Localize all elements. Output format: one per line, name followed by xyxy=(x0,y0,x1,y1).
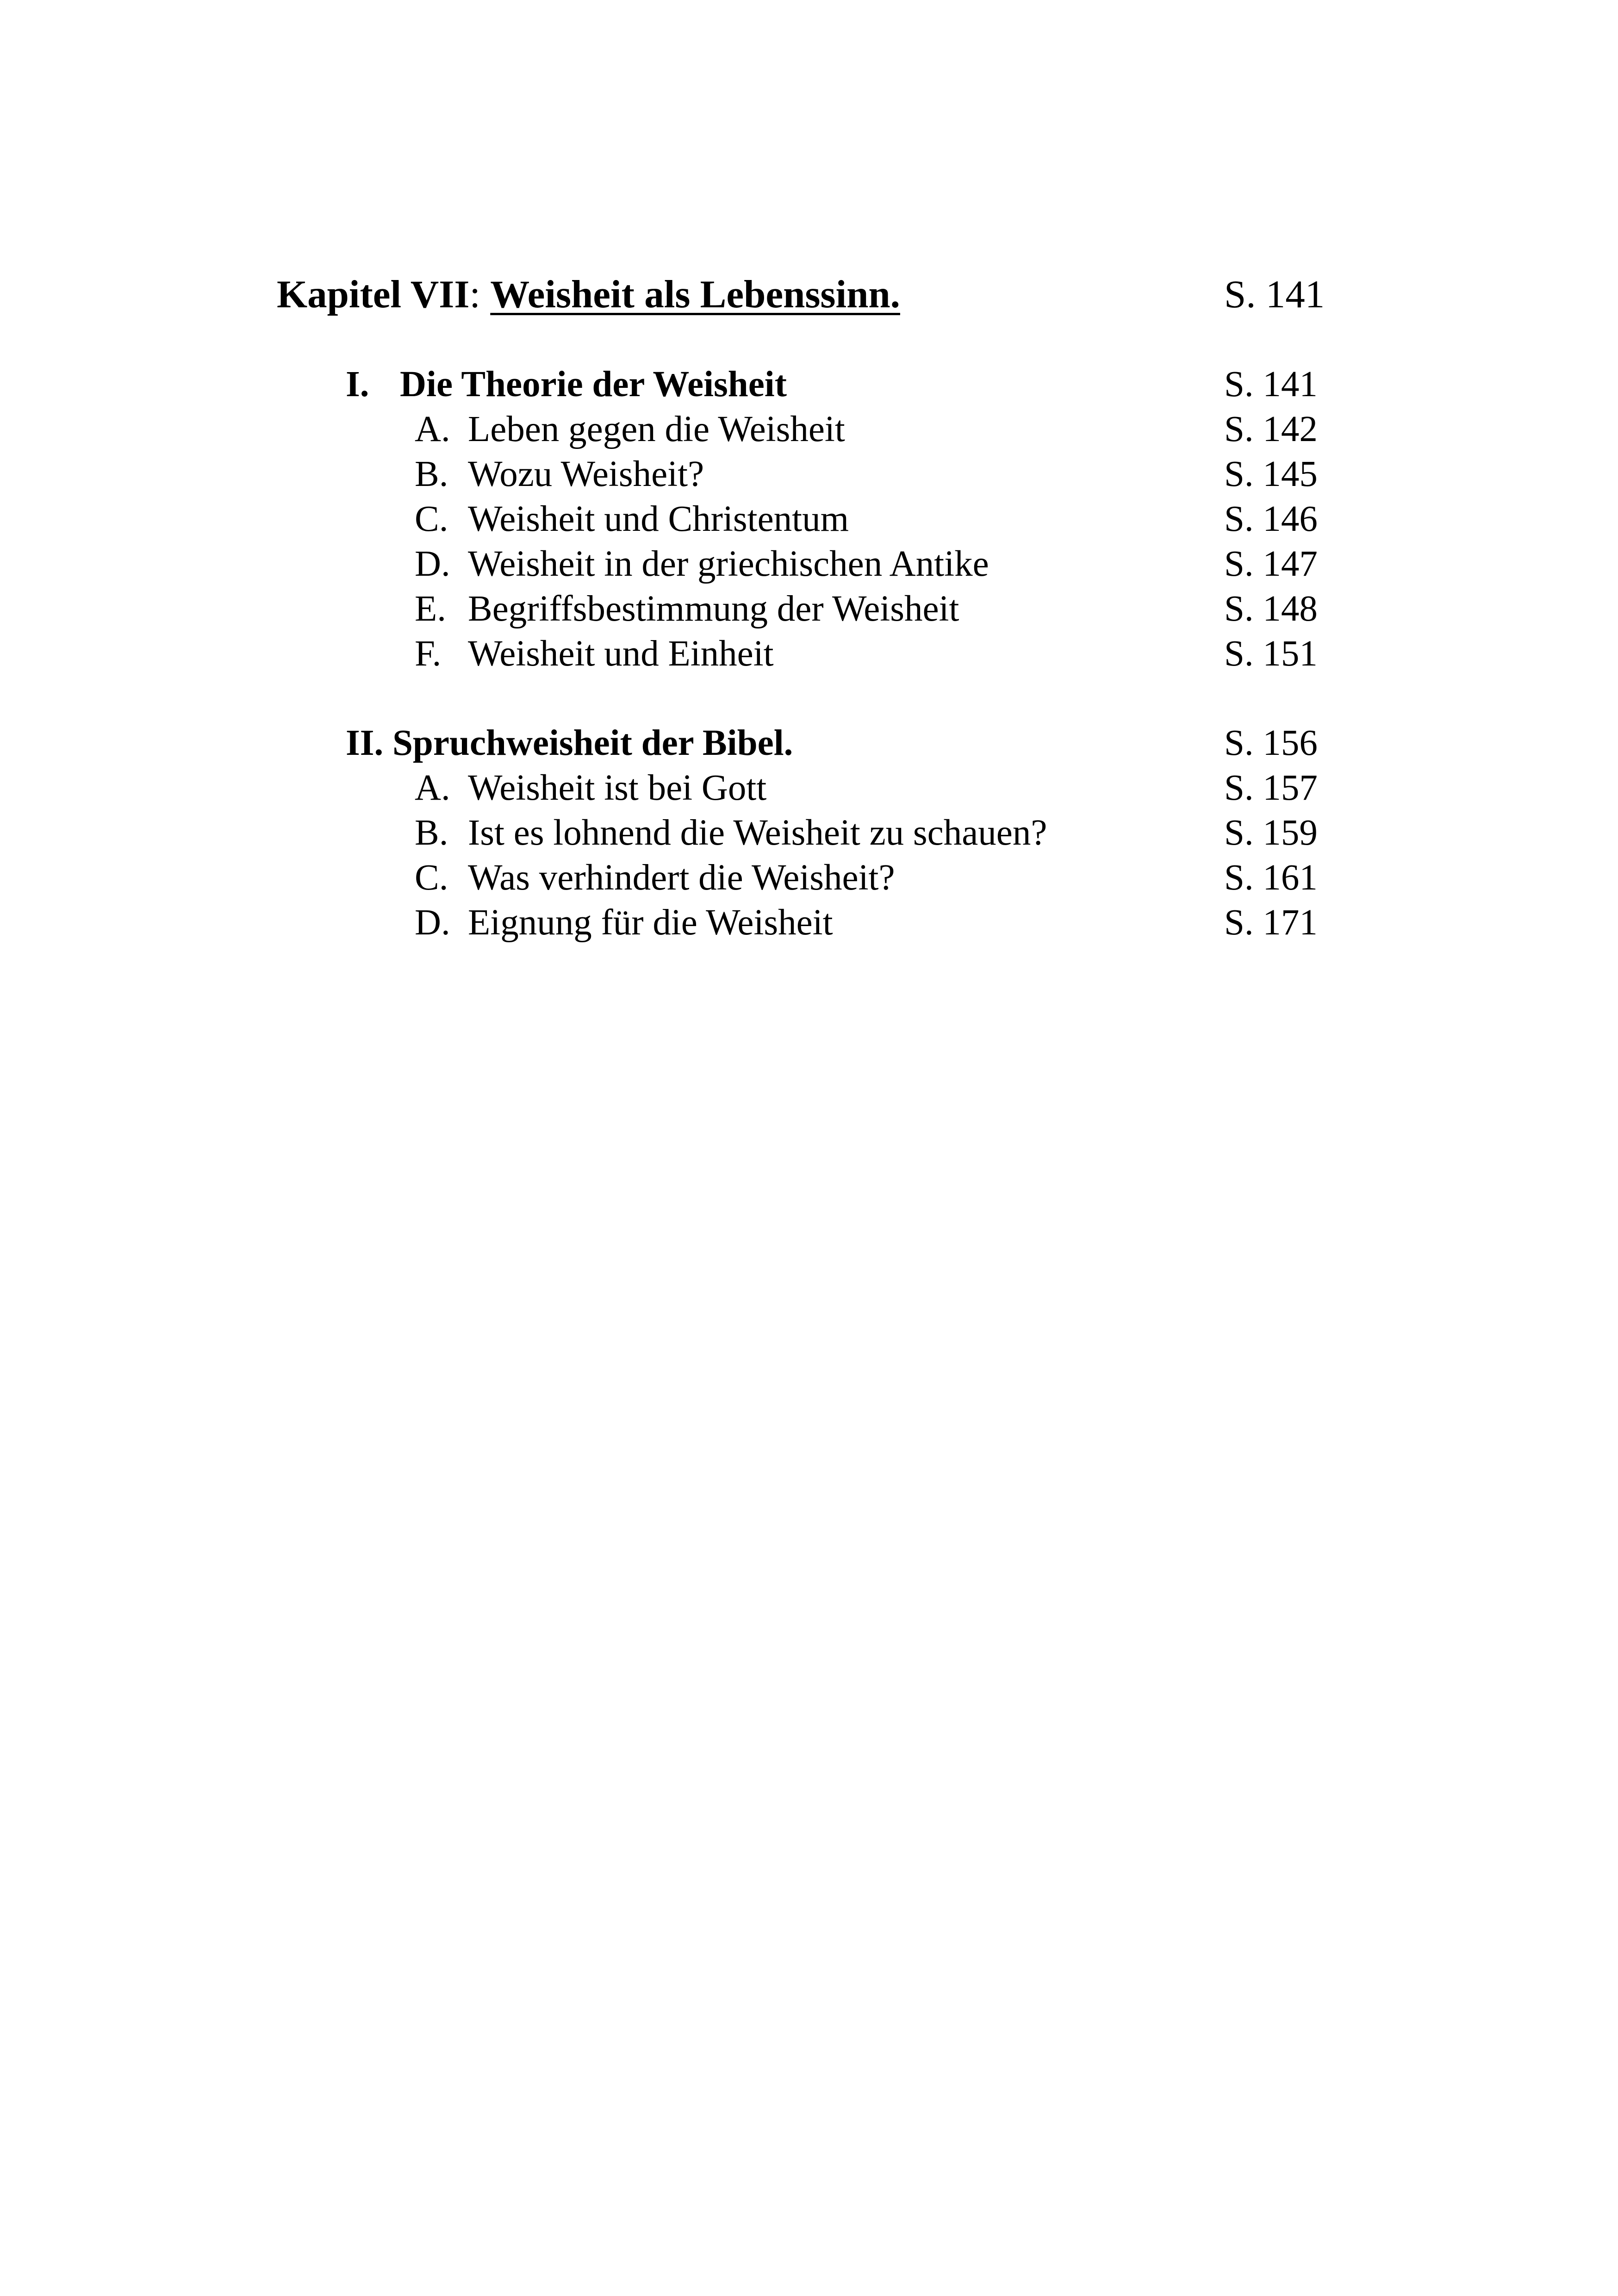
entry-letter: B. xyxy=(415,454,448,494)
page-number: S. 146 xyxy=(1224,499,1318,539)
page-number: S. 141 xyxy=(1224,364,1318,404)
entry-title: Eignung für die Weisheit xyxy=(468,902,833,943)
table-of-contents xyxy=(277,272,1328,945)
entry-title: Weisheit in der griechischen Antike xyxy=(468,544,989,584)
section-title: II. Spruchweisheit der Bibel. xyxy=(346,723,793,763)
spacer xyxy=(277,676,1328,721)
page-number: S. 156 xyxy=(1224,723,1318,763)
toc-entry xyxy=(277,900,1328,945)
chapter-label: Kapitel VII xyxy=(277,273,470,316)
chapter-separator: : xyxy=(469,273,481,316)
entry-letter: A. xyxy=(415,768,450,808)
entry-title: Leben gegen die Weisheit xyxy=(468,409,845,449)
page-number: S. 141 xyxy=(1224,273,1325,316)
page-number: S. 147 xyxy=(1224,544,1318,584)
section-heading xyxy=(277,721,1328,765)
entry-title: Wozu Weisheit? xyxy=(468,454,704,494)
entry-title: Weisheit und Einheit xyxy=(468,634,774,674)
toc-entry xyxy=(277,810,1328,855)
page-number: S. 157 xyxy=(1224,768,1318,808)
toc-entry xyxy=(277,541,1328,586)
chapter-heading xyxy=(277,272,1328,317)
toc-entry xyxy=(277,452,1328,497)
toc-entry xyxy=(277,765,1328,810)
page-number: S. 171 xyxy=(1224,902,1318,943)
entry-letter: D. xyxy=(415,902,450,943)
spacer xyxy=(277,317,1328,362)
page-number: S. 151 xyxy=(1224,634,1318,674)
entry-title: Begriffsbestimmung der Weisheit xyxy=(468,589,959,629)
entry-letter: E. xyxy=(415,589,447,629)
toc-entry xyxy=(277,586,1328,631)
entry-letter: C. xyxy=(415,858,448,898)
entry-letter: D. xyxy=(415,544,450,584)
entry-letter: F. xyxy=(415,634,442,674)
entry-letter: A. xyxy=(415,409,450,449)
toc-entry xyxy=(277,407,1328,452)
entry-letter: C. xyxy=(415,499,448,539)
entry-title: Was verhindert die Weisheit? xyxy=(468,858,895,898)
toc-entry xyxy=(277,631,1328,676)
entry-letter: B. xyxy=(415,813,448,853)
page-number: S. 142 xyxy=(1224,409,1318,449)
page-number: S. 148 xyxy=(1224,589,1318,629)
toc-entry xyxy=(277,497,1328,541)
page-number: S. 159 xyxy=(1224,813,1318,853)
page-number: S. 145 xyxy=(1224,454,1318,494)
section-heading xyxy=(277,362,1328,407)
chapter-title: Weisheit als Lebenssinn. xyxy=(490,273,900,316)
entry-title: Weisheit und Christentum xyxy=(468,499,849,539)
entry-title: Weisheit ist bei Gott xyxy=(468,768,767,808)
entry-title: Ist es lohnend die Weisheit zu schauen? xyxy=(468,813,1047,853)
section-number: I. xyxy=(346,364,369,404)
page-number: S. 161 xyxy=(1224,858,1318,898)
toc-entry xyxy=(277,855,1328,900)
section-title: Die Theorie der Weisheit xyxy=(400,364,787,404)
